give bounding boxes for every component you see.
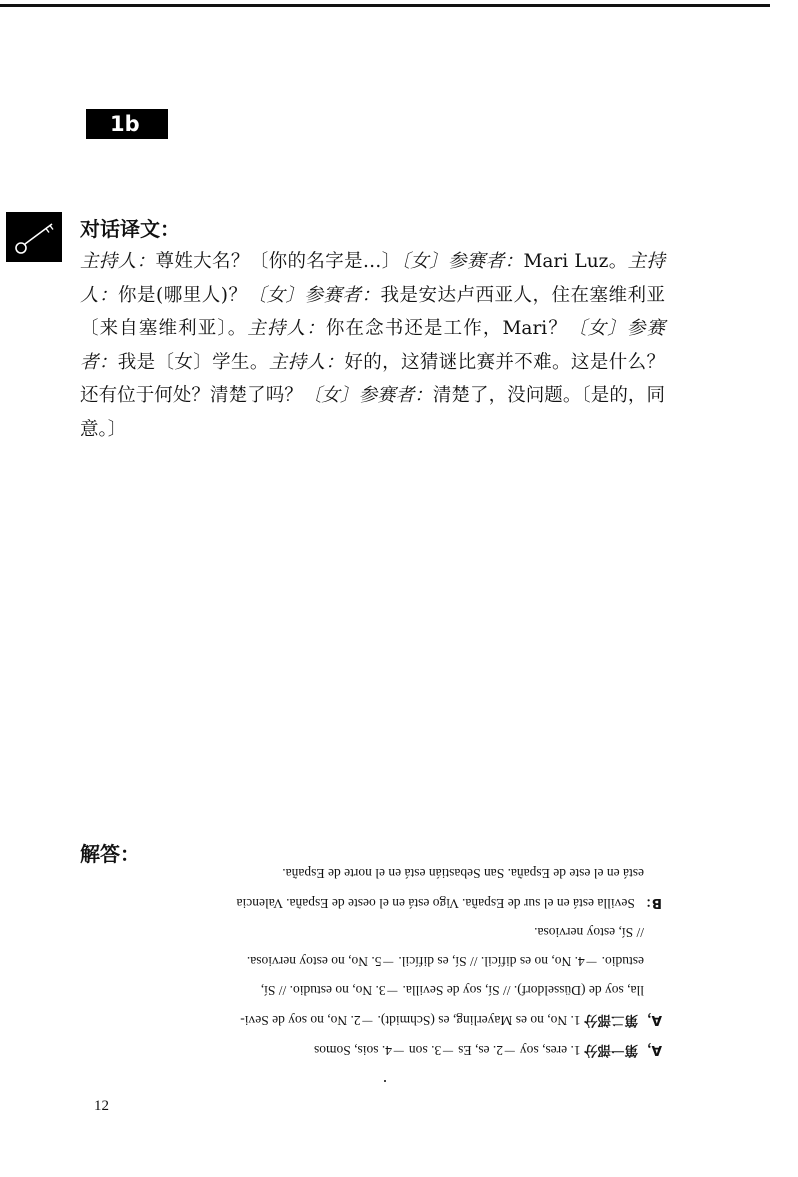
speaker-label: 主持人： bbox=[80, 251, 156, 272]
answer-a2-line: estudio. －4. No, no es difícil. // Sí, es difícil. －5. No, no estoy nerviosa. bbox=[246, 954, 644, 969]
speaker-label: 〔女〕参赛者： bbox=[80, 318, 665, 373]
answers-heading: 解答： bbox=[80, 842, 140, 866]
key-icon bbox=[6, 212, 62, 262]
answer-a1-label: 第一部分 bbox=[584, 1042, 639, 1058]
speaker-label: 主持人： bbox=[268, 351, 345, 373]
answer-b-label: B： bbox=[638, 895, 662, 911]
answer-a2-line: // Sí, estoy nerviosa. bbox=[534, 925, 644, 940]
answer-a-label: A， bbox=[638, 1042, 662, 1058]
answer-b-line: está en el este de España. San Sebastián está en el norte de España. bbox=[282, 866, 644, 881]
answer-a2-line: lla, soy de (Düsseldorf). // Sí, soy de Sevilla. －3. No, no estudio. // Sí, bbox=[260, 983, 644, 998]
page-number: 12 bbox=[94, 1098, 109, 1114]
answer-a2-line: 1. No, no es Mayerling, es (Schmidt). －2. No, no soy de Sevi- bbox=[240, 1013, 585, 1028]
speaker-label: 〔女〕参赛者： bbox=[302, 385, 433, 406]
dialogue-text: 尊姓大名？〔你的名字是…〕 bbox=[155, 251, 401, 272]
dialogue-text: 我是安达卢西亚人，住在塞维利亚〔来自塞维利亚〕。 bbox=[80, 284, 665, 339]
speaker-label: 〔女〕参赛者： bbox=[400, 251, 524, 272]
answer-a-part2 bbox=[80, 1005, 662, 1035]
dialogue-text: 你是(哪里人)？ bbox=[118, 284, 248, 306]
dialogue-text: Mari Luz。 bbox=[523, 251, 628, 272]
answers-upside-down bbox=[80, 866, 662, 1065]
speaker-label: 〔女〕参赛者： bbox=[247, 284, 381, 306]
answer-a-label: A， bbox=[638, 1012, 662, 1028]
dialogue-translation bbox=[80, 245, 665, 446]
key-icon-graphic bbox=[6, 212, 62, 262]
speaker-label: 主持人： bbox=[247, 318, 326, 339]
dialogue-text: 我是〔女〕学生。 bbox=[117, 351, 269, 373]
lesson-badge: 1b bbox=[86, 109, 168, 139]
dialogue-text: 好的，这猜谜比赛并不难。这是什么？还有位于何处？清楚了吗？ bbox=[80, 351, 665, 406]
answer-a-part1 bbox=[80, 1035, 662, 1065]
answer-a1-text: 1. eres, soy －2. es, Es －3. son －4. sois, Somos bbox=[314, 1043, 585, 1058]
answer-b bbox=[80, 888, 662, 918]
top-rule bbox=[0, 4, 770, 7]
dialogue-text: 清楚了，没问题。〔是的，同意。〕 bbox=[80, 385, 665, 440]
translation-heading: 对话译文： bbox=[80, 217, 180, 241]
dialogue-text: 你在念书还是工作，Mari？ bbox=[325, 318, 568, 339]
answer-b-line: Sevilla está en el sur de España. Vigo está en el oeste de España. Valencia bbox=[236, 896, 639, 911]
print-speck bbox=[384, 1080, 386, 1082]
answer-a2-label: 第二部分 bbox=[584, 1012, 639, 1028]
speaker-label: 主持人： bbox=[80, 251, 665, 306]
